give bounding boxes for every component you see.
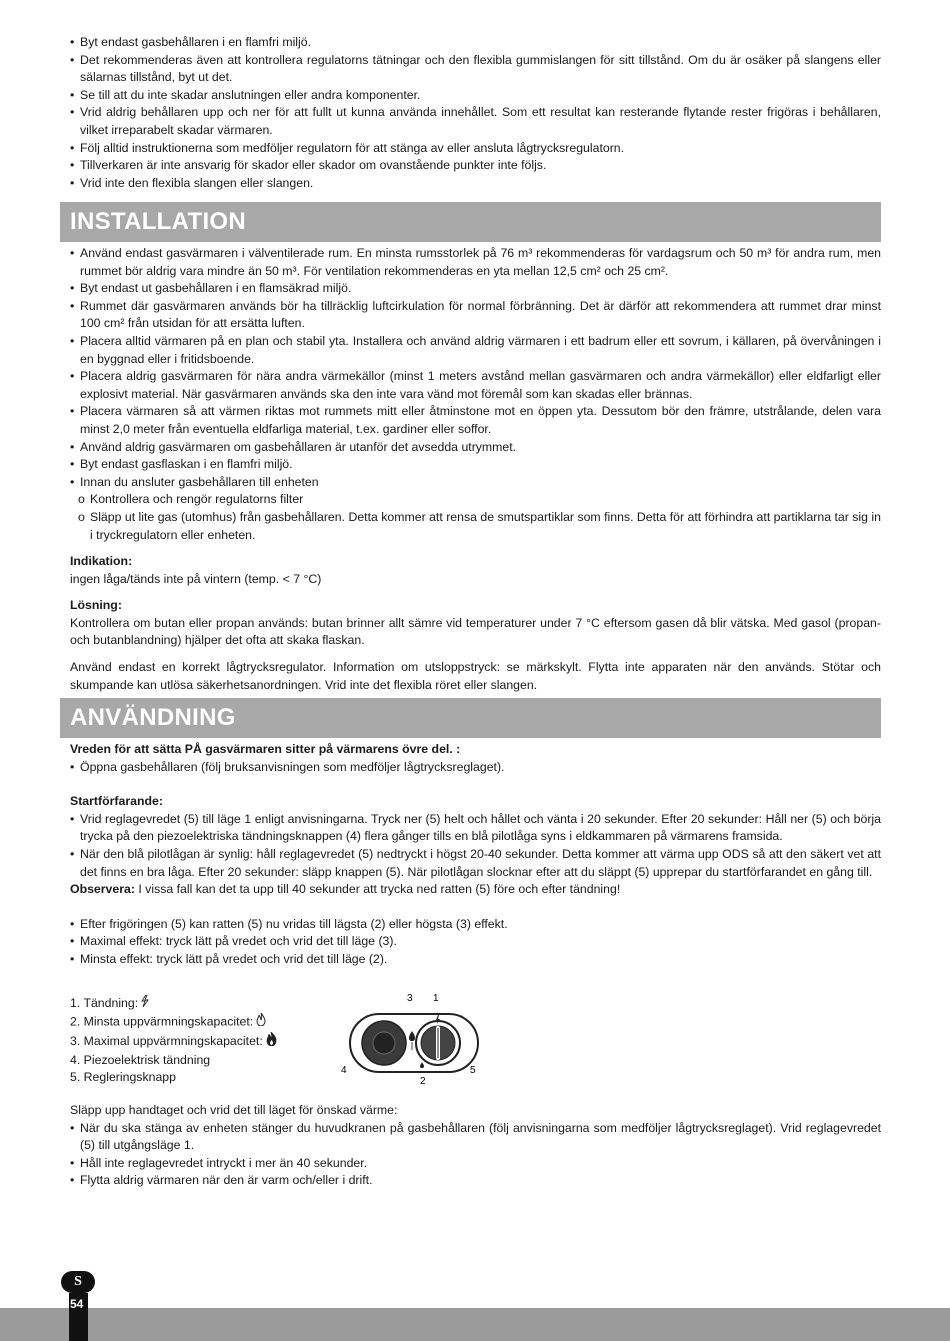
legend-item: 5. Regleringsknapp [70,1070,176,1085]
footer-bar [0,1308,950,1341]
section-heading-installation: INSTALLATION [60,202,881,242]
ignition-icon [141,995,149,1013]
intro-bullet-list [70,34,881,192]
sub-list-item: o Kontrollera och rengör regulatorns filter [70,491,881,509]
list-item: • Byt endast gasflaskan i en flamfri miljö. [70,456,881,474]
list-item: • När den blå pilotlågan är synlig: håll reglagevredet (5) nedtryckt i högst 20-40 sekunder. Detta kommer att värma upp ODS så att den säkert vet att det finns en bra låga. Efter 20 sekunder: släpp knappen (5). När pilotlågan slocknar efter att du släppt (5) upprepar du startförfarandet en gång till. [70,846,881,881]
release-text: Släpp upp handtaget och vrid det till läget för önskad värme: [70,1103,398,1117]
list-item: • Byt endast ut gasbehållaren i en flamsäkrad miljö. [70,280,881,298]
page-number: 54 [70,1297,84,1311]
note-text: I vissa fall kan det ta upp till 40 sekunder att trycka ned ratten (5) före och efter tändning! [134,882,621,897]
list-item: • Vrid aldrig behållaren upp och ner för att fullt ut kunna använda innehållet. Som ett resultat kan resterande flytande rester frigöras i behållaren, vilket irreparabelt skadar värmaren. [70,104,881,139]
list-item: • Efter frigöringen (5) kan ratten (5) nu vridas till lägsta (2) eller högsta (3) effekt. [70,916,881,934]
list-item: • Minsta effekt: tryck lätt på vredet och vrid det till läge (2). [70,951,881,969]
diagram-label-2: 2 [420,1076,426,1087]
list-item: • Placera alltid värmaren på en plan och stabil yta. Installera och använd aldrig värmaren i ett badrum eller ett sovrum, i källaren, på övervåningen i en byggnad eller i fritidsboende. [70,333,881,368]
list-item: • Håll inte reglagevredet intryckt i mer än 40 sekunder. [70,1155,881,1173]
list-item: • Placera värmaren så att värmen riktas mot rummets mitt eller åtminstone mot en öppen yta. Dessutom bör den främre, utstrålande, delen vara minst 2,0 meter från eventuella eldfarliga material, t.ex. gardiner eller soffor. [70,403,881,438]
note-line [70,881,881,899]
solution-text: Kontrollera om butan eller propan används: butan brinner allt sämre vid temperaturer under 7 °C eftersom gasen då blir vätska. Med gasol (propan- och butanblandning) hjälper det ofta att skaka flaskan. [70,615,881,648]
list-item: • Använd aldrig gasvärmaren om gasbehållaren är utanför det avsedda utrymmet. [70,439,881,457]
legend-item: 2. Minsta uppvärmningskapacitet: [70,1013,277,1032]
knob-heading: Vreden för att sätta PÅ gasvärmaren sitter på värmarens övre del. : [70,742,461,756]
control-legend [70,995,277,1087]
diagram-label-5: 5 [470,1065,476,1076]
legend-item: 3. Maximal uppvärmningskapacitet: [70,1032,277,1052]
installation-section [70,245,881,694]
list-item: • Byt endast gasbehållaren i en flamfri miljö. [70,34,881,52]
list-item: • När du ska stänga av enheten stänger du huvudkranen på gasbehållaren (följ anvisningarna som medföljer lågtrycksreglaget). Vrid reglagevredet (5) till utgångsläge 1. [70,1120,881,1155]
small-flame-icon [256,1013,266,1032]
indication-text: ingen låga/tänds inte på vintern (temp. < 7 °C) [70,571,322,586]
legend-item: 4. Piezoelektrisk tändning [70,1052,211,1067]
list-item: • Maximal effekt: tryck lätt på vredet och vrid det till läge (3). [70,933,881,951]
list-item: • Följ alltid instruktionerna som medföljer regulatorn för att stänga av eller ansluta lågtrycksregulatorn. [70,140,881,158]
list-item: • Flytta aldrig värmaren när den är varm och/eller i drift. [70,1172,881,1190]
list-item: • Vrid reglagevredet (5) till läge 1 enligt anvisningarna. Tryck ner (5) helt och hållet och vänta i 20 sekunder. Efter 20 sekunder: Håll ner (5) och börja trycka på den piezoelektriska tändningsknappen (4) flera gånger tills en blå pilotlåga syns i eldkammaren på värmarens framsida. [70,811,881,846]
list-item: • Använd endast gasvärmaren i välventilerade rum. En minsta rumsstorlek på 76 m³ rekommenderas för vardagsrum och 50 m³ för andra rum, men rummet bör aldrig vara mindre än 50 m³. För ventilation rekommenderas en yta mellan 12,5 cm² och 25 cm². [70,245,881,280]
list-item: • Öppna gasbehållaren (följ bruksanvisningen som medföljer lågtrycksreglaget). [70,759,881,777]
start-procedure-label: Startförfarande: [70,794,163,809]
sub-list-item: o Släpp ut lite gas (utomhus) från gasbehållaren. Detta kommer att rensa de smutspartiklar som finns. Detta för att förhindra att partiklarna tar sig in i tryckregulatorn eller enheten. [70,509,881,544]
diagram-label-3: 3 [407,993,413,1004]
large-flame-icon [266,1032,277,1052]
solution-label: Lösning: [70,598,122,613]
diagram-label-1: 1 [433,993,439,1004]
list-item: • Placera aldrig gasvärmaren för nära andra värmekällor (minst 1 meters avstånd mellan gasvärmaren och andra värmekällor) eller eldfarligt eller explosivt material. När gasvärmaren används ska den inte vara vänd mot föremål som kan skadas eller brännas. [70,368,881,403]
indication-label: Indikation: [70,554,133,569]
list-item: • Innan du ansluter gasbehållaren till enheten [70,474,881,492]
legend-item: 1. Tändning: [70,995,277,1013]
final-instructions [70,1102,881,1190]
list-item: • Se till att du inte skadar anslutningen eller andra komponenter. [70,87,881,105]
list-item: • Rummet där gasvärmaren används bör ha tillräcklig luftcirkulation för normal förbränning. Det är därför att rekommendera att rummet drar minst 100 cm² från utsidan för att ersätta luften. [70,298,881,333]
regulator-text: Använd endast en korrekt lågtrycksregulator. Information om utsloppstryck: se märkskylt. Flytta inte apparaten när den används. Stötar och skumpande kan utlösa säkerhetsanordningen. Vrid inte det flexibla röret eller slangen. [70,660,881,692]
section-heading-usage: ANVÄNDNING [60,698,881,738]
control-panel-diagram [340,990,490,1095]
language-badge: S [61,1271,95,1293]
list-item: • Det rekommenderas även att kontrollera regulatorns tätningar och den flexibla gummislangen för sitt tillstånd. Om du är osäker på slangens eller sälarnas tillstånd, byt ut det. [70,52,881,87]
list-item: • Tillverkaren är inte ansvarig för skador eller skador om ovanstående punkter inte följs. [70,157,881,175]
usage-section [70,741,881,969]
control-panel-drawing [340,990,490,1090]
note-label: Observera: [70,882,135,897]
list-item: • Vrid inte den flexibla slangen eller slangen. [70,175,881,193]
diagram-label-4: 4 [341,1065,347,1076]
